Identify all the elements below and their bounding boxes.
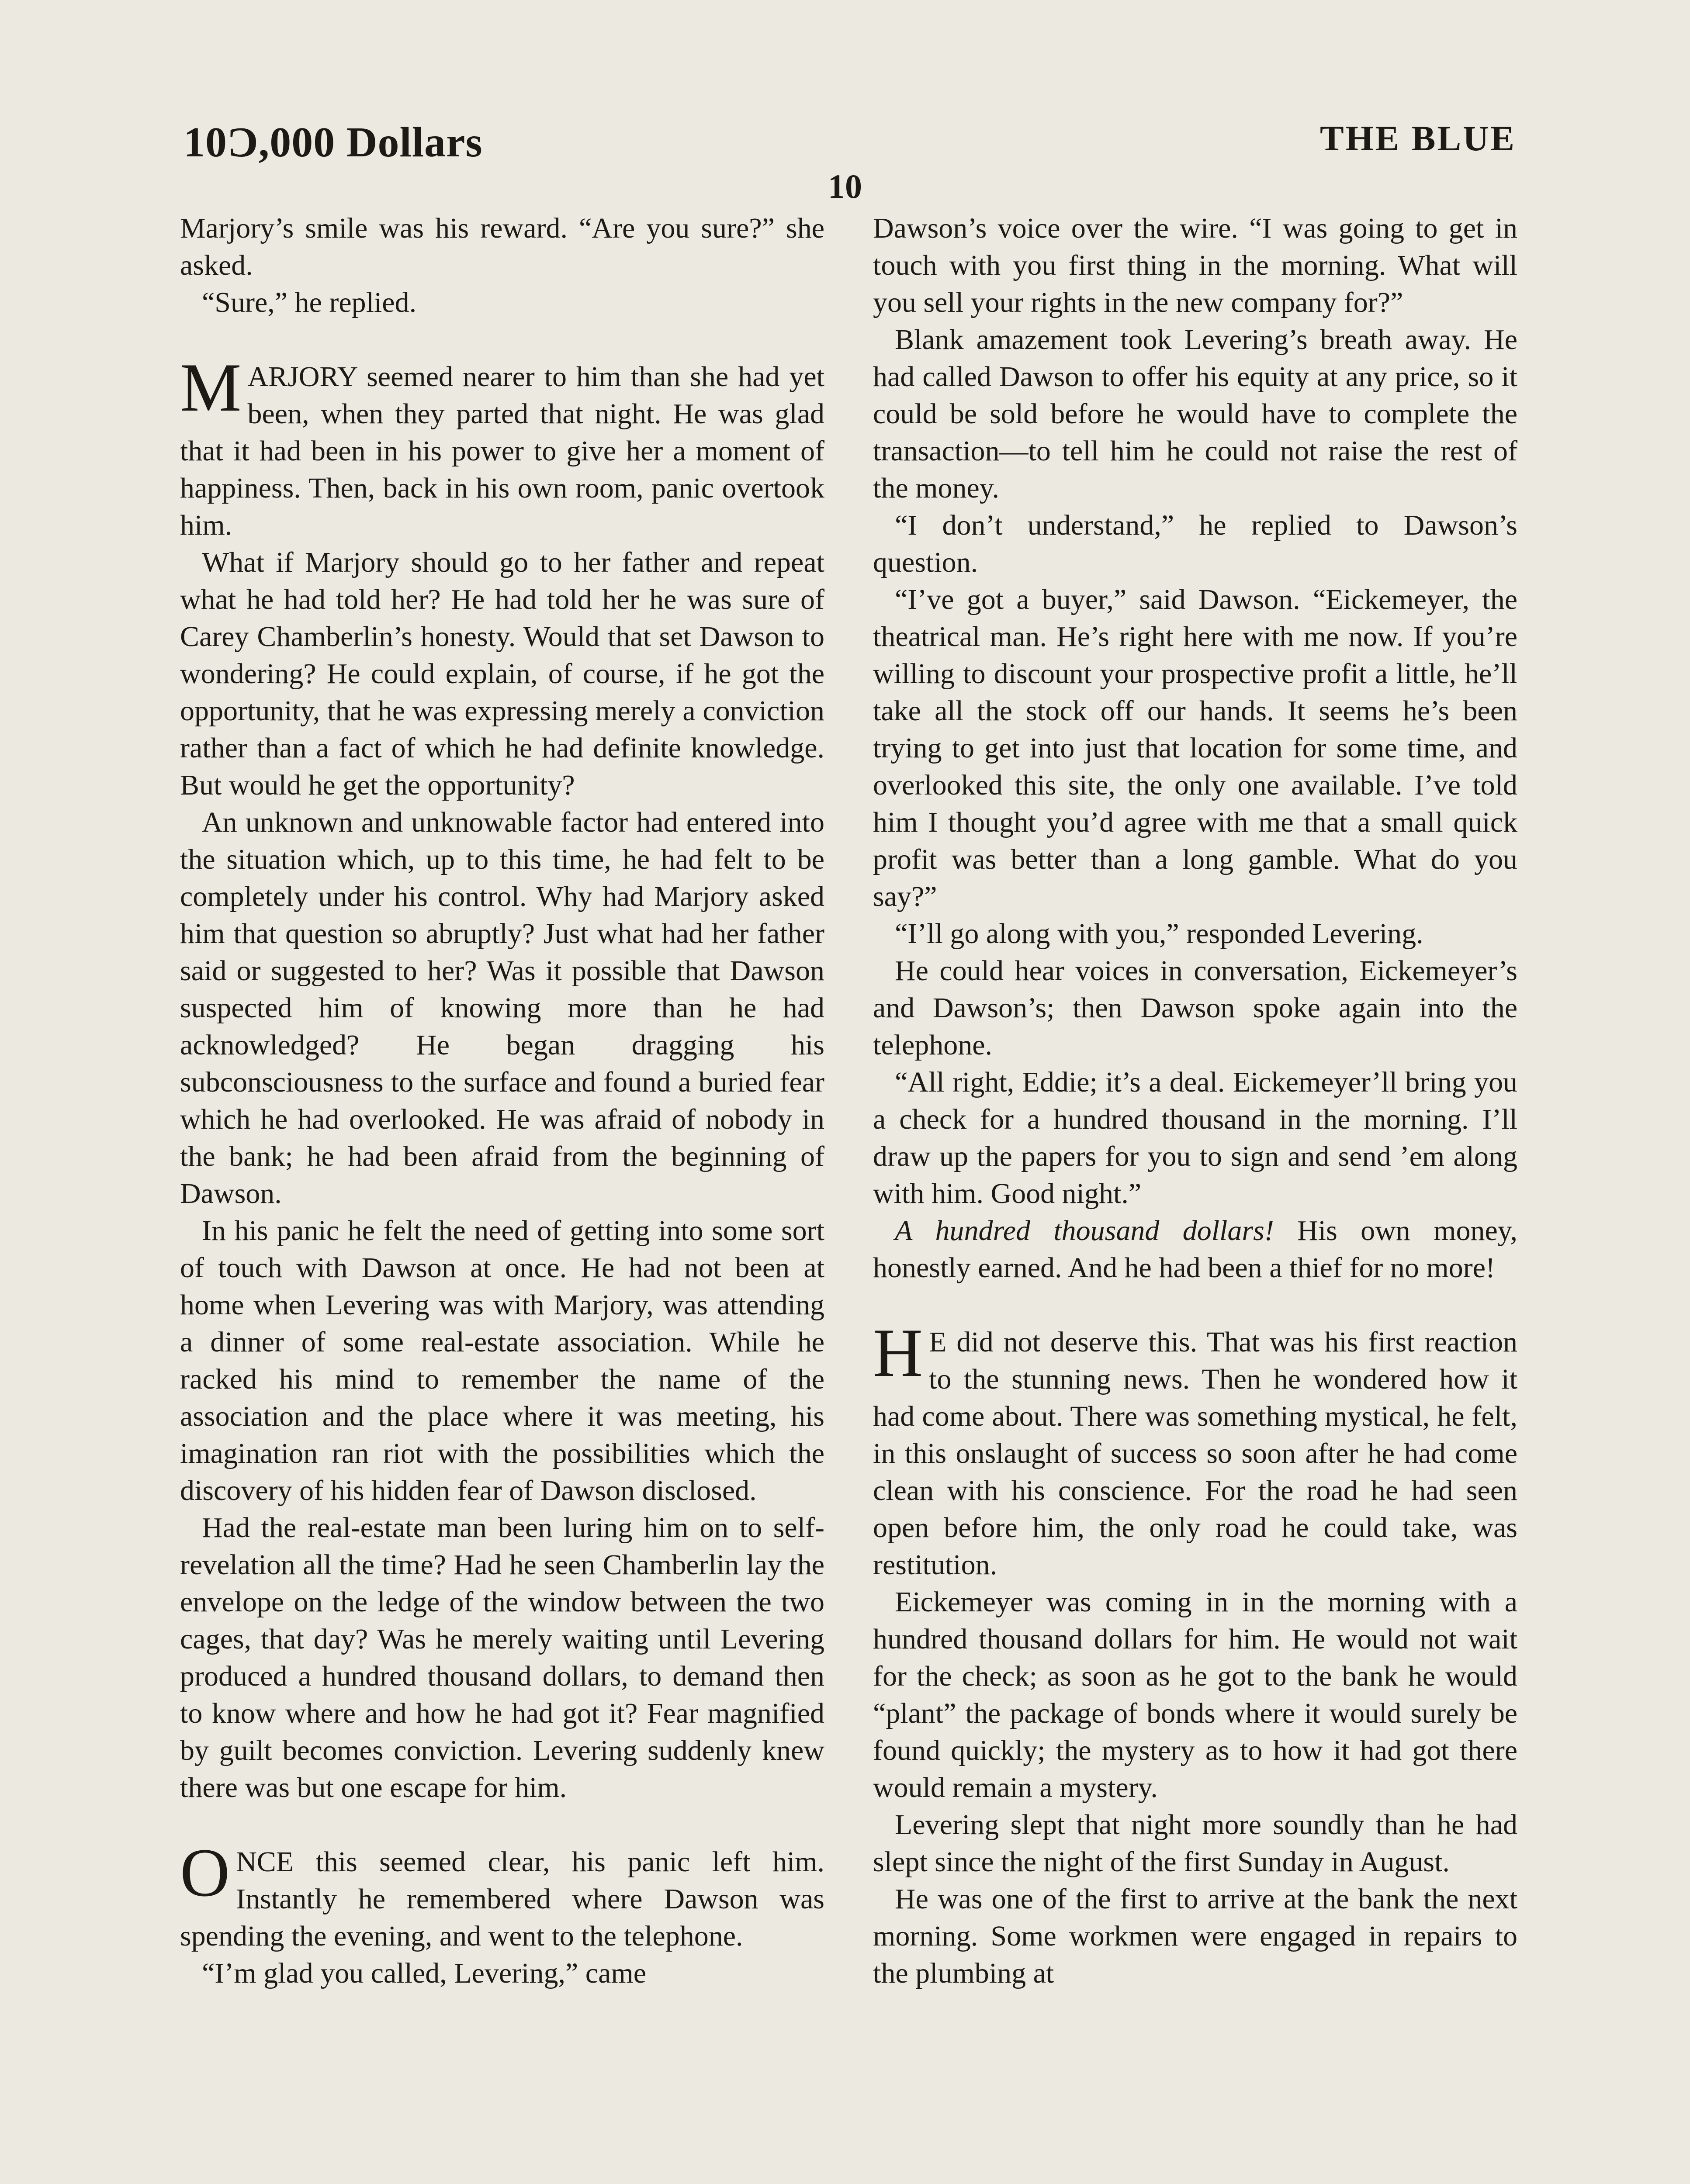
small-caps-lead: NCE — [236, 1846, 294, 1878]
paragraph: Blank amazement took Levering’s breath away. He had called Dawson to offer his equity at any price, so it could be sold before he would have to complete the transaction—to tell him he could not raise the rest of the money. — [873, 324, 1517, 504]
paragraph: He could hear voices in conversation, Eickemeyer’s and Dawson’s; then Dawson spoke again into the telephone. — [873, 955, 1517, 1061]
paragraph: Eickemeyer was coming in in the morning with a hundred thousand dollars for him. He would not wait for the check; as soon as he got to the bank he would “plant” the package of bonds where it would surely be found quickly; the mystery as to how it had got there would remain a mystery. — [873, 1586, 1517, 1804]
paragraph: Marjory’s smile was his reward. “Are you sure?” she asked. — [180, 212, 824, 281]
running-title-right: THE BLUE — [1320, 118, 1516, 158]
drop-cap: H — [873, 1315, 923, 1391]
small-caps-lead: E — [929, 1326, 947, 1358]
drop-cap: M — [180, 349, 242, 426]
paragraph-text: this seemed clear, his panic left him. Instantly he remembered where Dawson was spending the evening, and went to the telephone. — [180, 1846, 824, 1952]
running-title-left: 10Ɔ,000 Dollars — [184, 119, 483, 166]
paragraph: “I’ll go along with you,” responded Levering. — [895, 918, 1423, 950]
paragraph-dropcap — [180, 349, 824, 544]
right-column — [873, 210, 1517, 1992]
paragraph: “Sure,” he replied. — [202, 287, 417, 318]
paragraph: Levering slept that night more soundly than he had slept since the night of the first Sunday in August. — [873, 1809, 1517, 1878]
page-number: 10 — [828, 167, 862, 205]
paragraph: “I’ve got a buyer,” said Dawson. “Eickemeyer, the theatrical man. He’s right here with me now. If you’re willing to discount your prospective profit a little, he’ll take all the stock off our hands. It seems he’s been trying to get into just that location for some time, and overlooked this site, the only one available. I’ve told him I thought you’d agree with me that a small quick profit was better than a long gamble. What do you say?” — [873, 584, 1517, 912]
paragraph: He was one of the first to arrive at the bank the next morning. Some workmen were engaged in repairs to the plumbing at — [873, 1883, 1517, 1989]
italic-text: A hundred thousand dollars! — [895, 1215, 1274, 1247]
paragraph-text: His own money, honestly earned. And he had been a thief for no more! — [873, 1215, 1517, 1284]
paragraph: What if Marjory should go to her father and repeat what he had told her? He had told her he was sure of Carey Chamberlin’s honesty. Would that set Dawson to wondering? He could explain, of course, if he got the opportunity, that he was expressing merely a conviction rather than a fact of which he had definite knowledge. But would he get the opportunity? — [180, 546, 824, 801]
left-column — [180, 210, 824, 1992]
paragraph: Dawson’s voice over the wire. “I was going to get in touch with you first thing in the morning. What will you sell your rights in the new company for?” — [873, 212, 1517, 318]
paragraph-dropcap — [873, 1315, 1517, 1583]
paragraph-text: seemed nearer to him than she had yet been, when they parted that night. He was glad that it had been in his power to give her a moment of happiness. Then, back in his own room, panic overtook him. — [180, 361, 824, 541]
paragraph: “I’m glad you called, Levering,” came — [202, 1957, 647, 1989]
drop-cap: O — [180, 1835, 230, 1911]
paragraph — [873, 1212, 1517, 1286]
paragraph: “I don’t understand,” he replied to Dawson’s question. — [873, 509, 1517, 578]
paragraph: Had the real-estate man been luring him on to self-revelation all the time? Had he seen Chamberlin lay the envelope on the ledge of the window between the two cages, that day? Was he merely waiting until Levering produced a hundred thousand dollars, to demand then to know where and how he had got it? Fear magnified by guilt becomes conviction. Levering suddenly knew there was but one escape for him. — [180, 1512, 824, 1804]
paragraph-dropcap — [180, 1835, 824, 1955]
small-caps-lead: ARJORY — [247, 361, 357, 393]
paragraph-text: did not deserve this. That was his first reaction to the stunning news. Then he wondered how it had come about. There was something mystical, he felt, in this onslaught of success so soon after he had come clean with his conscience. For the road he had seen open before him, the only road he could take, was restitution. — [873, 1326, 1517, 1581]
paragraph: An unknown and unknowable factor had entered into the situation which, up to this time, he had felt to be completely under his control. Why had Marjory asked him that question so abruptly? Just what had her father said or suggested to her? Was it possible that Dawson suspected him of knowing more than he had acknowledged? He began dragging his subconsciousness to the surface and found a buried fear which he had overlooked. He was afraid of nobody in the bank; he had been afraid from the beginning of Dawson. — [180, 806, 824, 1209]
paragraph: “All right, Eddie; it’s a deal. Eickemeyer’ll bring you a check for a hundred thousand in the morning. I’ll draw up the papers for you to sign and send ’em along with him. Good night.” — [873, 1066, 1517, 1209]
paragraph: In his panic he felt the need of getting into some sort of touch with Dawson at once. He had not been at home when Levering was with Marjory, was attending a dinner of some real-estate association. While he racked his mind to remember the name of the association and the place where it was meeting, his imagination ran riot with the possibilities which the discovery of his hidden fear of Dawson disclosed. — [180, 1215, 824, 1507]
